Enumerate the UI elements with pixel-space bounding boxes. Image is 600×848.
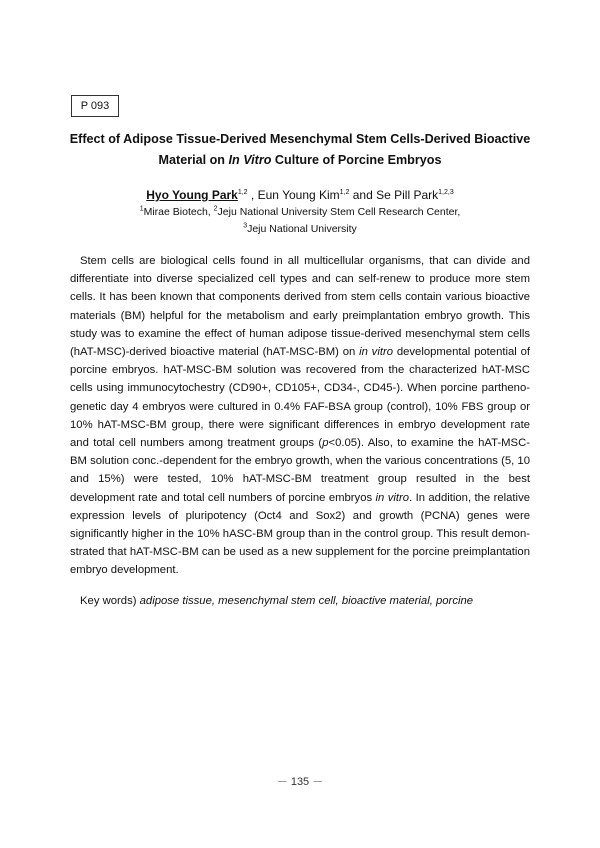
abstract-title — [60, 129, 540, 171]
title-line-2-post: Culture of Porcine Embryos — [271, 153, 442, 167]
abstract-part-3: <0.05). Also, to examine the hAT-MSC-BM solution conc.-dependent for the embryo growth, when the various concentrations (5, 10 and 15%) were tested, 10% hAT-MSC-BM treatment group resulted in the best development rate and total cell numbers of porcine embryos — [70, 437, 530, 504]
author-separator-1: , — [247, 188, 258, 202]
affiliations — [60, 204, 540, 238]
title-line-1: Effect of Adipose Tissue-Derived Mesenchymal Stem Cells-Derived Bioactive — [69, 132, 531, 146]
affiliation-line-2 — [60, 221, 540, 238]
page-number: － 135 － — [276, 776, 324, 788]
presenting-author: Hyo Young Park — [146, 188, 238, 202]
affil-1: Mirae Biotech, — [143, 206, 214, 218]
abstract-italic-3: in vitro — [375, 491, 410, 504]
author-3: Se Pill Park — [376, 188, 439, 202]
keywords-terms: adipose tissue, mesenchymal stem cell, bioactive material, porcine — [139, 595, 474, 607]
affil-1-mark: 1 — [139, 205, 144, 213]
abstract-italic-2: p — [322, 437, 329, 450]
author-2: Eun Young Kim — [257, 188, 340, 202]
abstract-italic-1: in vitro — [359, 346, 394, 359]
affil-2: Jeju National University Stem Cell Research Center, — [217, 206, 461, 218]
author-2-affil: 1,2 — [339, 189, 350, 196]
title-line-2-italic: In Vitro — [228, 153, 272, 167]
title-line-2-pre: Material on — [158, 153, 229, 167]
abstract-part-1: Stem cells are biological cells found in all multicellular organisms, that can divide and differentiate into diverse specialized cell types and can self-renew to produce more stem cells. It has been known that components derived from stem cells contain various bioactive materials (BM) helpful for the metabolism and early preimplantation embryo growth. This study was to examine the effect of human adipose tissue-derived mesenchymal stem cells (hAT-MSC)-derived bioactive material (hAT-MSC-BM) on — [70, 255, 530, 359]
keywords — [80, 592, 540, 610]
abstract-code-box: P 093 — [71, 95, 119, 117]
affil-3: Jeju National University — [247, 223, 357, 235]
presenting-author-affil: 1,2 — [237, 189, 248, 196]
author-list — [60, 186, 540, 204]
author-separator-2: and — [349, 188, 377, 202]
affil-2-mark: 2 — [213, 205, 218, 213]
affil-3-mark: 3 — [243, 222, 248, 230]
keywords-label: Key words) — [80, 595, 140, 607]
author-3-affil: 1,2,3 — [438, 189, 454, 196]
abstract-part-4: . In addition, the relative expression levels of pluripotency (Oct4 and Sox2) and growth (PCNA) genes were significantly higher in the 10% hASC-BM group than in the control group. This result demon-strated that hAT-MSC-BM can be used as a new supplement for the porcine preimplantation embryo development. — [70, 491, 531, 577]
abstract-part-2: developmental potential of porcine embryos. hAT-MSC-BM solution was recovered from the characterized hAT-MSC cells using immunocytochestry (CD90+, CD105+, CD34-, CD45-). When porcine partheno-genetic day 4 embryos were cultured in 0.4% FAF-BSA group (control), 10% FBS group or 10% hAT-MSC-BM group, there were significant differences in embryo development rate and total cell numbers among treatment groups ( — [70, 346, 531, 450]
abstract-body — [70, 252, 530, 580]
affiliation-line-1 — [60, 204, 540, 221]
